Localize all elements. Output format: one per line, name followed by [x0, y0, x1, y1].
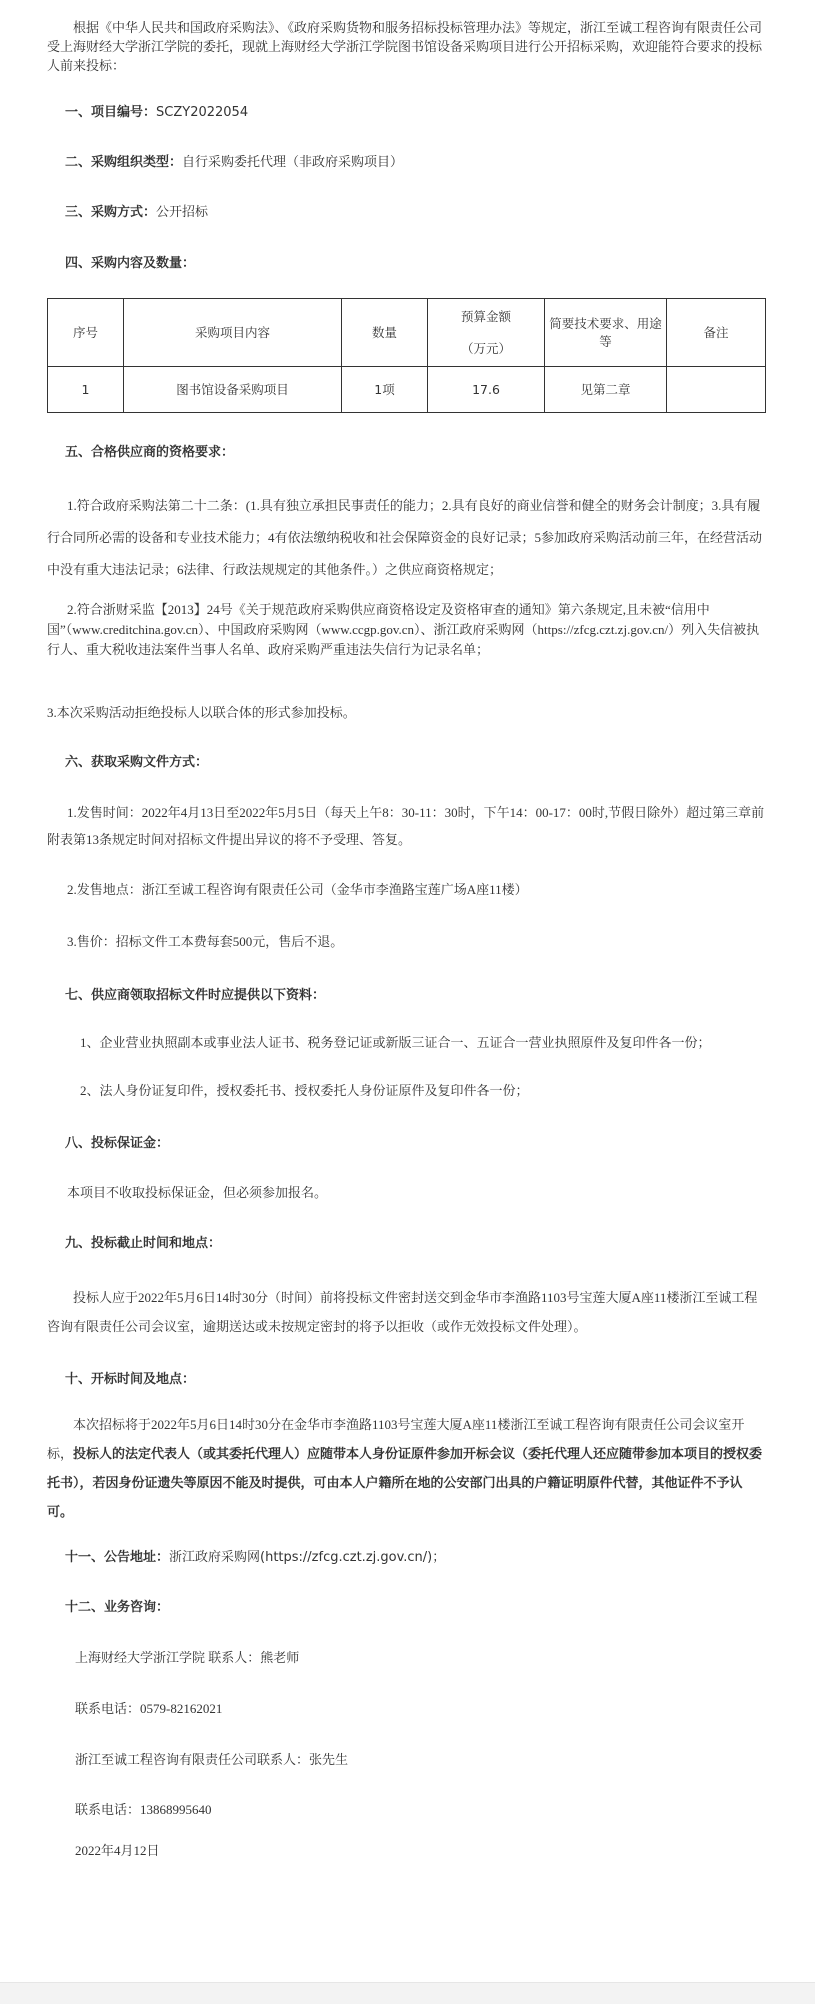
contact-agency: 浙江至诚工程咨询有限责任公司联系人：张先生 — [75, 1752, 349, 1767]
col-header-remark: 备注 — [667, 299, 766, 367]
procurement-method-value: 公开招标 — [156, 205, 209, 220]
col-header-no: 序号 — [48, 299, 124, 367]
obtain-docs-heading-label: 六、获取采购文件方式： — [65, 755, 209, 770]
opening-para — [47, 1410, 765, 1526]
opening-para-bold: 投标人的法定代表人（或其委托代理人）应随带本人身份证原件参加开标会议（委托代理人还应随带参加本项目的授权委托书），若因身份证遗失等原因不能及时提供，可由本人户籍所在地的公安部门出具的户籍证明原件代替，其他证件不予认可。 — [47, 1446, 763, 1519]
materials-para-1: 1、企业营业执照副本或事业法人证书、税务登记证或新版三证合一、五证合一营业执照原件及复印件各一份； — [80, 1035, 711, 1050]
section-notice-address — [65, 1546, 445, 1565]
qualification-para-2: 2.符合浙财采监【2013】24号《关于规范政府采购供应商资格设定及资格审查的通知》第六条规定,且未被“信用中国”（www.creditchina.gov.cn）、中国政府采购网（www.ccgp.gov.cn）、浙江政府采购网（https://zfcg.czt.zj.gov.cn/）列入失信被执行人、重大税收违法案件当事人名单、政府采购严重违法失信行为记录名单； — [47, 602, 760, 657]
table-row — [48, 367, 766, 413]
organization-type-label: 二、采购组织类型： — [65, 155, 183, 170]
col-header-budget — [428, 299, 545, 367]
col-header-content: 采购项目内容 — [124, 299, 342, 367]
opening-heading-label: 十、开标时间及地点： — [65, 1372, 196, 1387]
section-deadline-heading — [65, 1232, 221, 1251]
table-header-row — [48, 299, 766, 367]
col-header-qty: 数量 — [342, 299, 428, 367]
section-materials-heading — [65, 984, 325, 1003]
deadline-para: 投标人应于2022年5月6日14时30分（时间）前将投标文件密封送交到金华市李渔路1103号宝莲大厦A座11楼浙江至诚工程咨询有限责任公司会议室，逾期送达或未按规定密封的将予以拒收（或作无效投标文件处理）。 — [47, 1290, 758, 1334]
opening-para-normal: 本次招标将于2022年5月6日14时30分在金华市李渔路1103号宝莲大厦A座11楼浙江至诚工程咨询有限责任公司会议室开标， — [47, 1417, 745, 1461]
budget-header-line2: （万元） — [460, 340, 511, 356]
section-content-heading — [65, 252, 195, 271]
project-number-label: 一、项目编号： — [65, 105, 157, 120]
inquiry-heading-label: 十二、业务咨询： — [65, 1600, 170, 1615]
section-organization-type — [65, 151, 403, 170]
cell-remark — [667, 367, 766, 413]
cell-content: 图书馆设备采购项目 — [124, 367, 342, 413]
section-project-number — [65, 101, 248, 120]
contact-school-phone: 联系电话：0579-82162021 — [75, 1701, 223, 1716]
procurement-items-table — [47, 298, 766, 413]
contact-school: 上海财经大学浙江学院 联系人：熊老师 — [75, 1650, 300, 1665]
organization-type-value: 自行采购委托代理（非政府采购项目） — [182, 155, 404, 170]
materials-heading-label: 七、供应商领取招标文件时应提供以下资料： — [65, 988, 326, 1003]
materials-para-2: 2、法人身份证复印件，授权委托书、授权委托人身份证原件及复印件各一份； — [80, 1083, 529, 1098]
section-inquiry-heading — [65, 1596, 169, 1615]
section-procurement-method — [65, 201, 208, 220]
deadline-heading-label: 九、投标截止时间和地点： — [65, 1236, 222, 1251]
section-opening-heading — [65, 1368, 195, 1387]
section-deposit-heading — [65, 1132, 169, 1151]
notice-address-label: 十一、公告地址： — [65, 1550, 170, 1565]
contact-agency-phone: 联系电话：13868995640 — [75, 1802, 212, 1817]
budget-header-line1: 预算金额 — [460, 308, 511, 324]
cell-tech: 见第二章 — [545, 367, 667, 413]
deposit-heading-label: 八、投标保证金： — [65, 1136, 170, 1151]
obtain-docs-para-2: 2.发售地点：浙江至诚工程咨询有限责任公司（金华市李渔路宝莲广场A座11楼） — [67, 882, 528, 897]
col-header-tech: 简要技术要求、用途等 — [545, 299, 667, 367]
qualification-para-1: 1.符合政府采购法第二十二条：(1.具有独立承担民事责任的能力；2.具有良好的商业信誉和健全的财务会计制度；3.具有履行合同所必需的设备和专业技术能力；4有依法缴纳税收和社会保障资金的良好记录；5参加政府采购活动前三年，在经营活动中没有重大违法记录；6法律、行政法规规定的其他条件。）之供应商资格规定； — [47, 498, 763, 577]
cell-qty: 1项 — [342, 367, 428, 413]
procurement-method-label: 三、采购方式： — [65, 205, 157, 220]
section-obtain-docs-heading — [65, 751, 208, 770]
bottom-bar — [0, 1982, 815, 2004]
intro-paragraph: 根据《中华人民共和国政府采购法》、《政府采购货物和服务招标投标管理办法》等规定，浙江至诚工程咨询有限责任公司受上海财经大学浙江学院的委托，现就上海财经大学浙江学院图书馆设备采购项目进行公开招标采购，欢迎能符合要求的投标人前来投标： — [47, 20, 763, 73]
section-qualification-heading — [65, 441, 234, 460]
content-heading-label: 四、采购内容及数量： — [65, 256, 196, 271]
announcement-date: 2022年4月12日 — [75, 1843, 160, 1858]
notice-address-value: 浙江政府采购网(https://zfcg.czt.zj.gov.cn/)； — [169, 1550, 446, 1565]
obtain-docs-para-1: 1.发售时间：2022年4月13日至2022年5月5日（每天上午8：30-11：30时，下午14：00-17：00时,节假日除外）超过第三章前附表第13条规定时间对招标文件提出异议的将不予受理、答复。 — [47, 805, 765, 847]
obtain-docs-para-3: 3.售价：招标文件工本费每套500元，售后不退。 — [67, 934, 344, 949]
cell-budget: 17.6 — [428, 367, 545, 413]
qualification-para-3: 3.本次采购活动拒绝投标人以联合体的形式参加投标。 — [47, 705, 356, 720]
deposit-para: 本项目不收取投标保证金，但必须参加报名。 — [67, 1185, 328, 1200]
cell-no: 1 — [48, 367, 124, 413]
qualification-heading-label: 五、合格供应商的资格要求： — [65, 445, 235, 460]
project-number-value: SCZY2022054 — [156, 105, 249, 120]
